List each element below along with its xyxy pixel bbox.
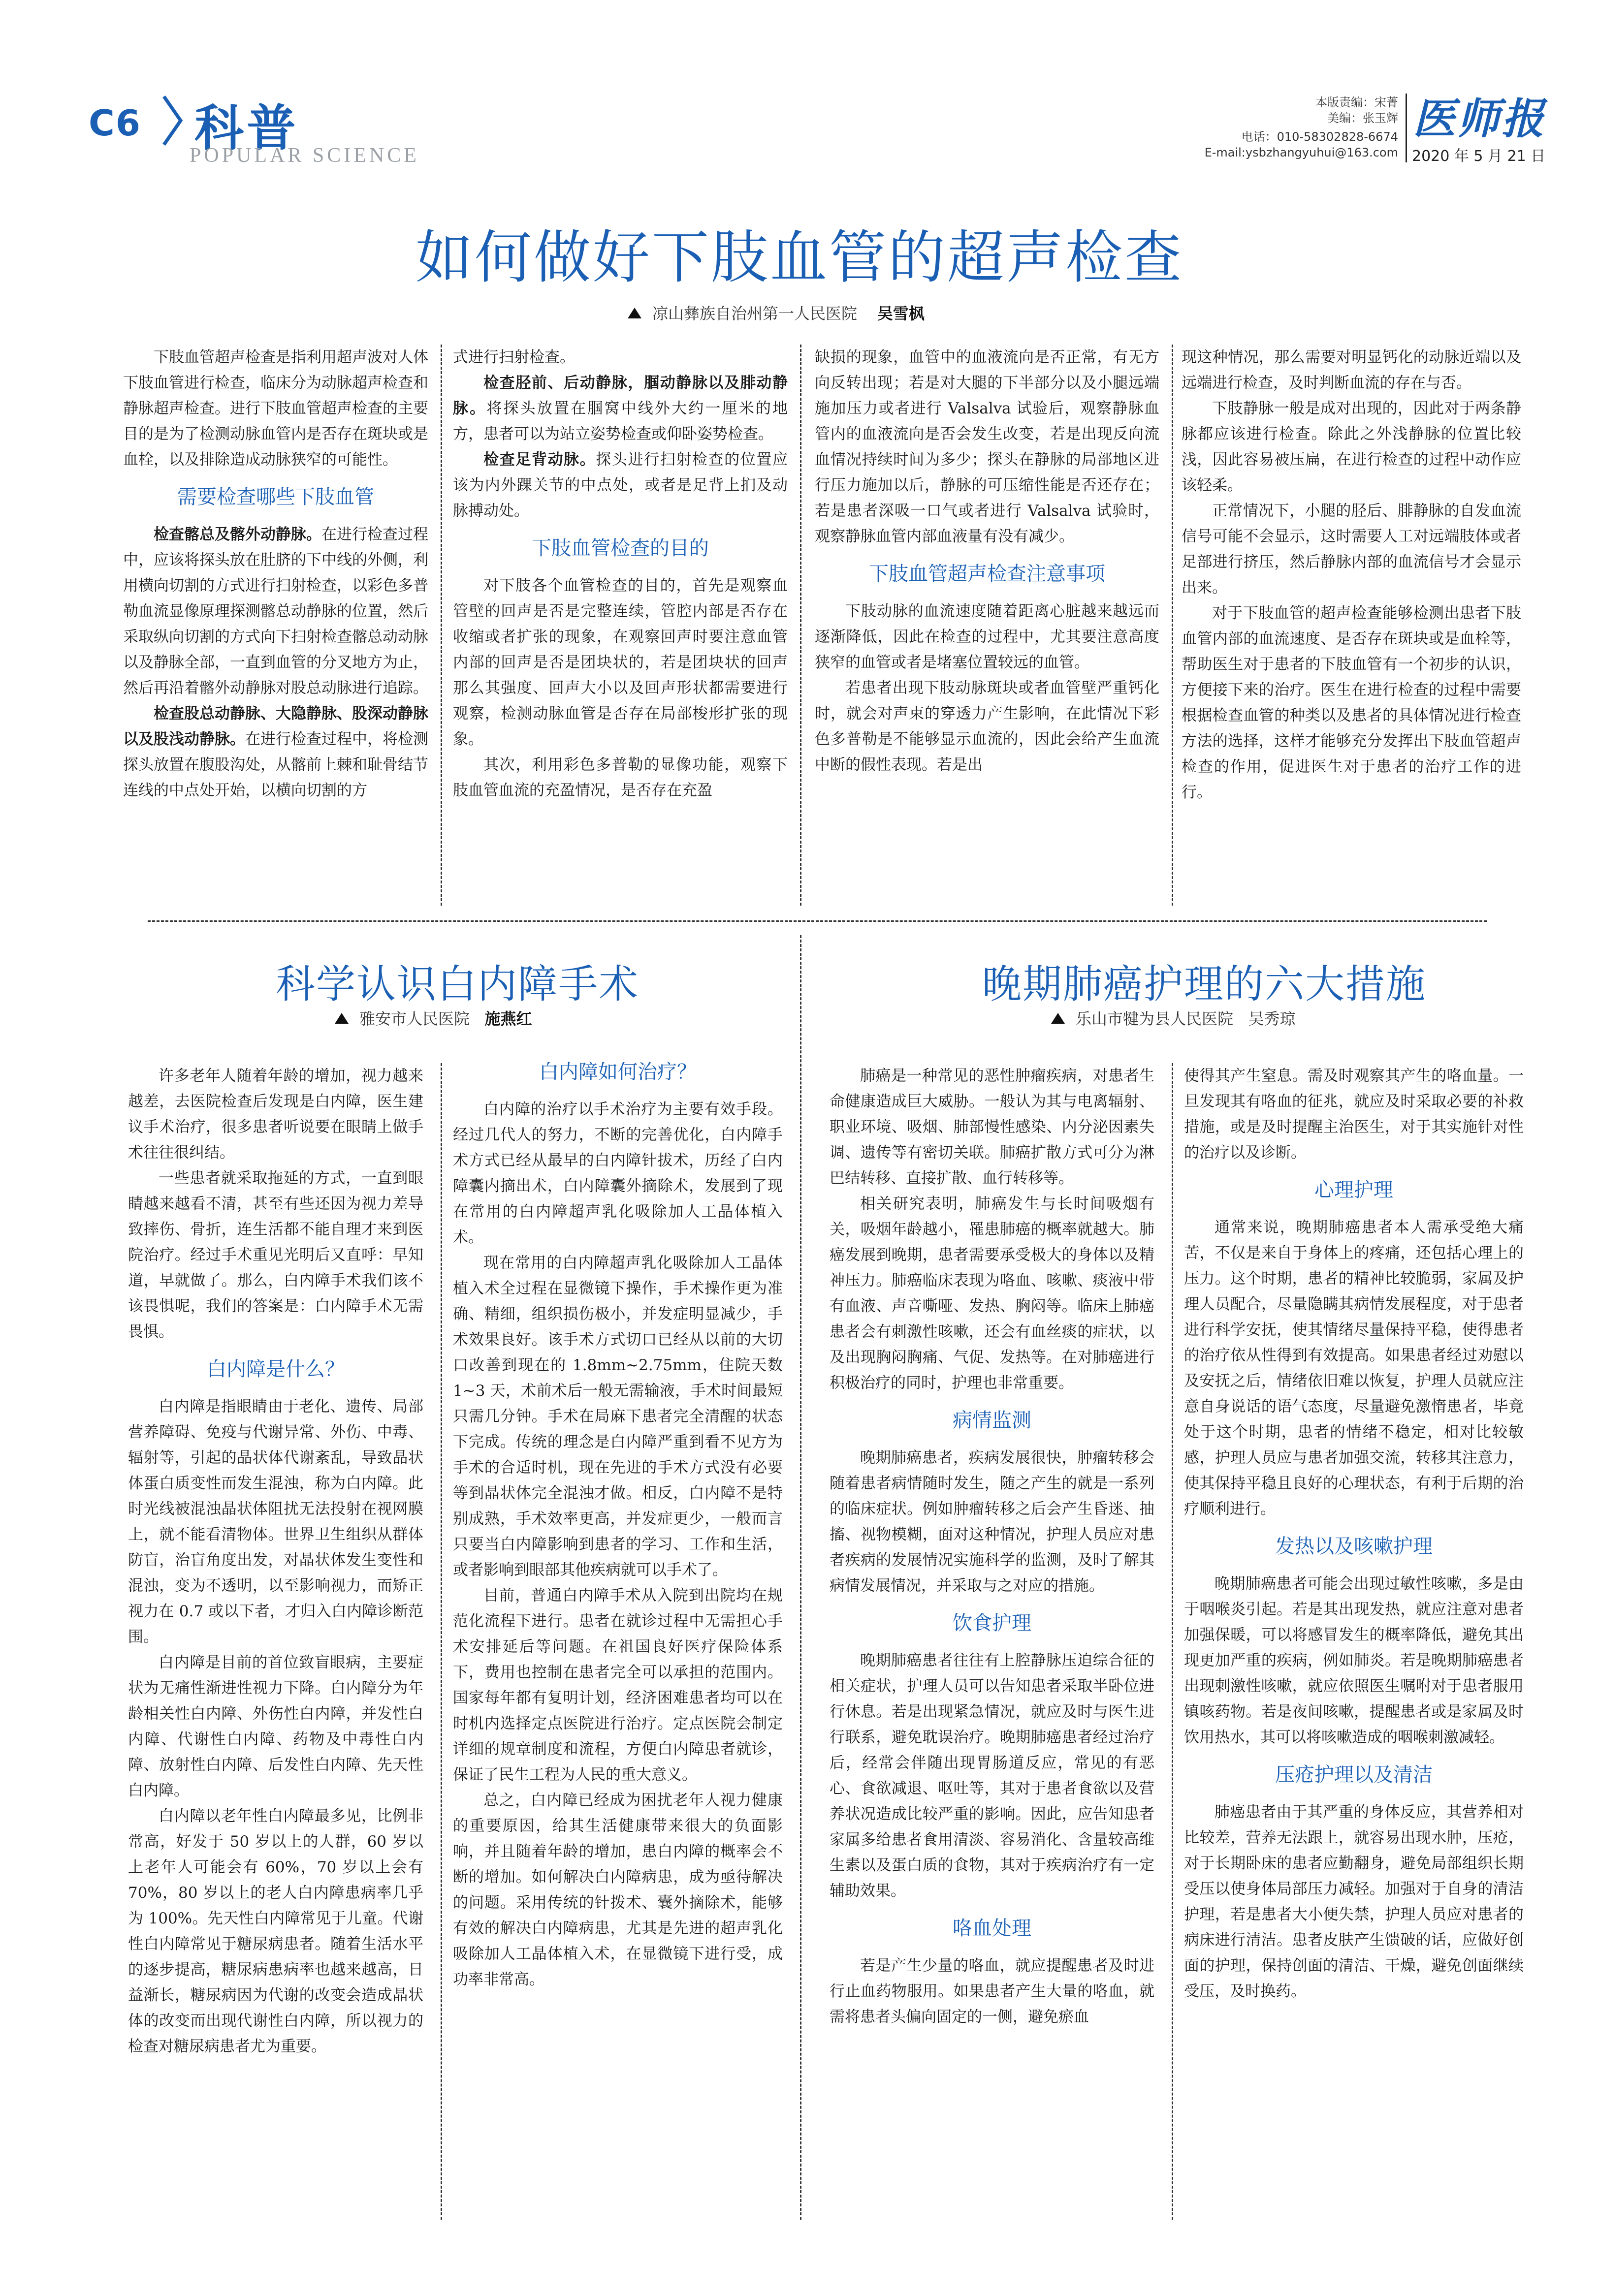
email-info: E-mail:ysbzhangyuhui@163.com — [1204, 146, 1398, 159]
subheading: 压疮护理以及清洁 — [1275, 1763, 1433, 1786]
paragraph: 一些患者就采取拖延的方式，一直到眼睛越来越看不清，甚至有些还因为视力差导致摔伤、骨折，连生活都不能自理才来到医院治疗。经过手术重见光明后又直呼：早知道，早就做了。那么，白内障手术我们该不该畏惧呢，我们的答案是：白内障手术无需畏惧。 — [128, 1169, 423, 1341]
paragraph: 目前，普通白内障手术从入院到出院均在规范化流程下进行。患者在就诊过程中无需担心手术安排延后等问题。在祖国良好医疗保险体系下，费用也控制在患者完全可以承担的范围内。国家每年都有复明计划，经济困难患者均可以在时机内选择定点医院进行治疗。定点医院会制定详细的规章制度和流程，方便白内障患者就诊，保证了民生工程为人民的重大意义。 — [453, 1587, 783, 1784]
subheading: 心理护理 — [1314, 1179, 1393, 1201]
paragraph: 白内障的治疗以手术治疗为主要有效手段。经过几代人的努力，不断的完善优化，白内障手术方式已经从最早的白内障针拔术，历经了白内障囊内摘出术，白内障囊外摘除术，发展到了现在常用的白内障超声乳化吸除加人工晶体植入术。 — [453, 1101, 783, 1246]
paragraph: 白内障以老年性白内障最多见，比例非常高，好发于 50 岁以上的人群，60 岁以上老年人可能会有 60%，70 岁以上会有 70%，80 岁以上的老人白内障患病率几乎为 100%。先天性白内障常见于儿童。代谢性白内障常见于糖尿病患者。随着生活水平的逐步提高，糖尿病患病率也越来越高，日益渐长，糖尿病因为代谢的改变会造成晶状体的改变而出现代谢性白内障，所以视力的检查对糖尿病患者尤为重要。 — [128, 1807, 423, 2055]
article1-column-2 — [453, 345, 788, 803]
article1-column-1 — [123, 345, 428, 803]
paragraph: 通常来说，晚期肺癌患者本人需承受绝大痛苦，不仅是来自于身体上的疼痛，还包括心理上的压力。这个时期，患者的精神比较脆弱，家属及护理人员配合，尽量隐瞒其病情发展程度，对于患者进行科学安抚，使其情绪尽量保持平稳，使得患者的治疗依从性得到有效提高。如果患者经过劝慰以及安抚之后，情绪依旧难以恢复，护理人员就应注意自身说话的语气态度，尽量避免激惰患者，毕竟处于这个时期，患者的情绪不稳定，相对比较敏感，护理人员应与患者加强交流，转移其注意力，使其保持平稳且良好的心理状态，有利于后期的治疗顺利进行。 — [1184, 1219, 1524, 1518]
column-divider — [441, 345, 442, 906]
paragraph: 晚期肺癌患者往往有上腔静脉压迫综合征的相关症状，护理人员可以告知患者采取半卧位进行休息。若是出现紧急情况，就应及时与医生进行联系，避免耽误治疗。晚期肺癌患者经过治疗后，经常会伴随出现胃肠道反应，常见的有恶心、食欲减退、呕吐等，其对于患者食欲以及营养状况造成比较严重的影响。因此，应告知患者家属多给患者食用清淡、容易消化、含量较高维生素以及蛋白质的食物，其对于疾病治疗有一定辅助效果。 — [830, 1652, 1154, 1900]
article-divider — [800, 935, 801, 2220]
article2-byline — [335, 1006, 532, 1029]
paragraph: 下肢动脉的血流速度随着距离心脏越来越远而逐渐降低，因此在检查的过程中，尤其要注意高度狭窄的血管或者是堵塞位置较远的血管。 — [815, 602, 1159, 671]
column-divider — [441, 1063, 442, 2220]
section-title: 科普 — [194, 99, 299, 157]
paragraph — [123, 701, 428, 803]
paragraph: 晚期肺癌患者，疾病发展很快，肿瘤转移会随着患者病情随时发生，随之产生的就是一系列的临床症状。例如肿瘤转移之后会产生昏迷、抽搐、视物模糊，面对这种情况，护理人员应对患者疾病的发展情况实施科学的监测，及时了解其病情发展情况，并采取与之对应的措施。 — [830, 1449, 1154, 1595]
paragraph-body: 探头进行扫射检查的位置应该为内外踝关节的中点处，或者是足背上扪及动脉搏动处。 — [453, 451, 788, 520]
subheading: 饮食护理 — [953, 1612, 1031, 1635]
article2-title: 科学认识白内障手术 — [276, 961, 639, 1007]
article3-org: 乐山市犍为县人民医院 — [1076, 1009, 1234, 1028]
subheading: 下肢血管检查的目的 — [532, 537, 709, 560]
issue-date: 2020 年 5 月 21 日 — [1412, 148, 1546, 165]
paragraph: 晚期肺癌患者可能会出现过敏性咳嗽，多是由于咽喉炎引起。若是其出现发热，就应注意对患者加强保暖，可以将感冒发生的概率降低，避免其出现更加严重的疾病，例如肺炎。若是晚期肺癌患者出现刺激性咳嗽，就应依照医生嘱咐对于患者服用镇咳药物。若是夜间咳嗽，提醒患者或是家属及时饮用热水，其可以将咳嗽造成的咽喉刺激减轻。 — [1184, 1575, 1524, 1746]
paragraph — [123, 522, 428, 701]
phone-info: 电话：010-58302828-6674 — [1241, 130, 1398, 144]
paragraph: 若患者出现下肢动脉斑块或者血管壁严重钙化时，就会对声束的穿透力产生影响，在此情况下彩色多普勒是不能够显示血流的，因此会给产生血流中断的假性表现。若是出 — [815, 679, 1159, 774]
article1-column-4 — [1182, 345, 1521, 805]
article2-column-1 — [128, 1063, 423, 2059]
chevron-right-icon — [160, 94, 185, 148]
article3-byline — [1051, 1006, 1296, 1029]
section-divider — [148, 920, 1487, 922]
section-subtitle: POPULAR SCIENCE — [190, 144, 419, 167]
article1-org: 凉山彝族自治州第一人民医院 — [652, 304, 858, 323]
subheading: 病情监测 — [953, 1409, 1031, 1432]
paragraph-lead: 检查股总动静脉、大隐静脉、股深动静脉以及股浅动静脉。 — [123, 705, 428, 748]
paragraph: 下肢静脉一般是成对出现的，因此对于两条静脉都应该进行检查。除此之外浅静脉的位置比较浅，因此容易被压扁，在进行检查的过程中动作应该轻柔。 — [1182, 400, 1521, 494]
paragraph-body: 在进行检查过程中，应该将探头放在肚脐的下中线的外侧，利用横向切割的方式进行扫射检查，以彩色多普勒血流显像原理探测髂总动静脉的位置，然后采取纵向切割的方式向下扫射检查髂总动动脉以及静脉全部，一直到血管的分叉地方为止，然后再沿着髂外动静脉对股总动脉进行追踪。 — [123, 526, 428, 697]
paragraph: 其次，利用彩色多普勒的显像功能，观察下肢血管血流的充盈情况，是否存在充盈 — [453, 756, 788, 799]
paragraph: 许多老年人随着年龄的增加，视力越来越差，去医院检查后发现是白内障，医生建议手术治疗，很多患者听说要在眼睛上做手术往往很纠结。 — [128, 1067, 423, 1162]
article3-column-2 — [1184, 1063, 1524, 2004]
paragraph: 对于下肢血管的超声检查能够检测出患者下肢血管内部的血流速度、是否存在斑块或是血栓等，帮助医生对于患者的下肢血管有一个初步的认识，方便接下来的治疗。医生在进行检查的过程中需要根据检查血管的种类以及患者的具体情况进行检查方法的选择，这样才能够充分发挥出下肢血管超声检查的作用，促进医生对于患者的治疗工作的进行。 — [1182, 604, 1521, 801]
paragraph: 白内障是目前的首位致盲眼病，主要症状为无痛性渐进性视力下降。白内障分为年龄相关性白内障、外伤性白内障，并发性白内障、代谢性白内障、药物及中毒性白内障、放射性白内障、后发性白内障、先天性白内障。 — [128, 1654, 423, 1799]
paragraph: 相关研究表明，肺癌发生与长时间吸烟有关，吸烟年龄越小，罹患肺癌的概率就越大。肺癌发展到晚期，患者需要承受极大的身体以及精神压力。肺癌临床表现为咯血、咳嗽、痰液中带有血液、声音嘶哑、发热、胸闷等。临床上肺癌患者会有刺激性咳嗽，还会有血丝痰的症状，以及出现胸闷胸痛、气促、发热等。在对肺癌进行积极治疗的同时，护理也非常重要。 — [830, 1195, 1154, 1392]
column-divider — [1172, 345, 1173, 906]
paragraph: 若是产生少量的咯血，就应提醒患者及时进行止血药物服用。如果患者产生大量的咯血，就需将患者头偏向固定的一侧，避免瘀血 — [830, 1957, 1154, 2026]
triangle-icon — [1051, 1013, 1065, 1024]
editor-credit: 本版责编：宋菁 — [1315, 95, 1398, 109]
paragraph-lead: 检查胫前、后动静脉，腘动静脉以及腓动静脉。 — [453, 374, 788, 417]
article3-author: 吴秀琼 — [1248, 1009, 1296, 1028]
article1-column-3 — [815, 345, 1159, 778]
subheading: 咯血处理 — [953, 1917, 1031, 1940]
paragraph — [453, 447, 788, 524]
subheading: 白内障是什么？ — [207, 1358, 345, 1381]
article1-byline — [628, 301, 925, 324]
paragraph: 现这种情况，那么需要对明显钙化的动脉近端以及远端进行检查，及时判断血流的存在与否。 — [1182, 348, 1521, 392]
paragraph: 总之，白内障已经成为困扰老年人视力健康的重要原因，给其生活健康带来很大的负面影响，并且随着年龄的增加，患白内障的概率会不断的增加。如何解决白内障病患，成为亟待解决的问题。采用传统的针拨术、囊外摘除术，能够有效的解决白内障病患，尤其是先进的超声乳化吸除加人工晶体植入术，在显微镜下进行受，成功率非常高。 — [453, 1792, 783, 1988]
paragraph: 下肢血管超声检查是指利用超声波对人体下肢血管进行检查，临床分为动脉超声检查和静脉超声检查。进行下肢血管超声检查的主要目的是为了检测动脉血管内是否存在斑块或是血栓，以及排除造成动脉狭窄的可能性。 — [123, 348, 428, 469]
paragraph: 缺损的现象，血管中的血液流向是否正常，有无方向反转出现；若是对大腿的下半部分以及小腿远端施加压力或者进行 Valsalva 试验后，观察静脉血管内的血液流向是否会发生改变，若是出现反向流血情况持续时间为多少；探头在静脉的局部地区进行压力施加以后，静脉的可压缩性能是否还存在；若是患者深吸一口气或者进行 Valsalva 试验时，观察静脉血管内部血液量有没有减少。 — [815, 348, 1159, 545]
paragraph: 白内障是指眼睛由于老化、遗传、局部营养障碍、免疫与代谢异常、外伤、中毒、辐射等，引起的晶状体代谢紊乱，导致晶状体蛋白质变性而发生混浊，称为白内障。此时光线被混浊晶状体阻扰无法投射在视网膜上，就不能看清物体。世界卫生组织从群体防盲，治盲角度出发，对晶状体发生变性和混浊，变为不透明，以至影响视力，而矫正视力在 0.7 或以下者，才归入白内障诊断范围。 — [128, 1398, 423, 1646]
article3-title: 晚期肺癌护理的六大措施 — [982, 961, 1426, 1007]
article1-author: 吴雪枫 — [877, 304, 925, 323]
subheading: 白内障如何治疗？ — [539, 1061, 697, 1083]
subheading: 下肢血管超声检查注意事项 — [869, 563, 1105, 585]
paragraph-body: 在进行检查过程中，将检测探头放置在腹股沟处，从髂前上棘和耻骨结节连线的中点处开始，以横向切割的方 — [123, 730, 428, 799]
paragraph-lead: 检查髂总及髂外动静脉。 — [154, 526, 321, 543]
article3-column-1 — [830, 1063, 1154, 2030]
paragraph: 肺癌是一种常见的恶性肿瘤疾病，对患者生命健康造成巨大威胁。一般认为其与电离辐射、职业环境、吸烟、肺部慢性感染、内分泌因素失调、遗传等有密切关联。肺癌扩散方式可分为淋巴结转移、直接扩散、血行转移等。 — [830, 1067, 1154, 1187]
column-divider — [800, 345, 801, 906]
newspaper-logo: 医师报 — [1413, 94, 1546, 144]
triangle-icon — [335, 1013, 349, 1024]
paragraph: 式进行扫射检查。 — [453, 348, 575, 366]
paragraph: 对下肢各个血管检查的目的，首先是观察血管壁的回声是否是完整连续，管腔内部是否存在收缩或者扩张的现象，在观察回声时要注意血管内部的回声是否是团块状的，若是团块状的回声那么其强度、回声大小以及回声形状都需要进行观察，检测动脉血管是否存在局部梭形扩张的现象。 — [453, 577, 788, 748]
article2-org: 雅安市人民医院 — [359, 1009, 470, 1028]
paragraph-body: 将探头放置在腘窝中线外大约一厘米的地方，患者可以为站立姿势检查或仰卧姿势检查。 — [453, 400, 788, 443]
subheading: 需要检查哪些下肢血管 — [177, 486, 374, 508]
paragraph: 使得其产生窒息。需及时观察其产生的咯血量。一旦发现其有咯血的征兆，就应及时采取必要的补救措施，或是及时提醒主治医生，对于其实施针对性的治疗以及诊断。 — [1184, 1067, 1524, 1162]
column-divider — [1172, 1063, 1173, 2220]
paragraph-lead: 检查足背动脉。 — [483, 451, 596, 469]
art-credit: 美编：张玉辉 — [1327, 111, 1398, 125]
subheading: 发热以及咳嗽护理 — [1275, 1535, 1433, 1558]
paragraph — [453, 370, 788, 447]
triangle-icon — [628, 308, 641, 318]
header-divider — [1406, 94, 1407, 162]
page-number: C6 — [89, 102, 141, 144]
paragraph: 肺癌患者由于其严重的身体反应，其营养相对比较差，营养无法跟上，就容易出现水肿，压疮，对于长期卧床的患者应勤翻身，避免局部组织长期受压以使身体局部压力减轻。加强对于自身的清洁护理，若是患者大小便失禁，护理人员应对患者的病床进行清洁。患者皮肤产生馈破的话，应做好创面的护理，保持创面的清洁、干燥，避免创面继续受压，及时换药。 — [1184, 1803, 1524, 2000]
paragraph: 正常情况下，小腿的胫后、腓静脉的自发血流信号可能不会显示，这时需要人工对远端肢体或者足部进行挤压，然后静脉内部的血流信号才会显示出来。 — [1182, 502, 1521, 597]
article2-author: 施燕红 — [484, 1009, 532, 1028]
article1-title: 如何做好下肢血管的超声检查 — [416, 224, 1183, 291]
paragraph: 现在常用的白内障超声乳化吸除加人工晶体植入术全过程在显微镜下操作，手术操作更为准确、精细，组织损伤极小，并发症明显减少，手术效果良好。该手术方式切口已经从以前的大切口改善到现在的 1.8mm~2.75mm，住院天数 1~3 天，术前术后一般无需输液，手术时间最短只需几分钟。手术在局麻下患者完全清醒的状态下完成。传统的理念是白内障严重到看不见方为手术的合适时机，现在先进的手术方式没有必要等到晶状体完全混浊才做。相反，白内障不是特别成熟，手术效率更高，并发症更少，一般而言只要当白内障影响到患者的学习、工作和生活，或者影响到眼部其他疾病就可以手术了。 — [453, 1254, 783, 1579]
article2-column-2 — [453, 1058, 783, 1992]
